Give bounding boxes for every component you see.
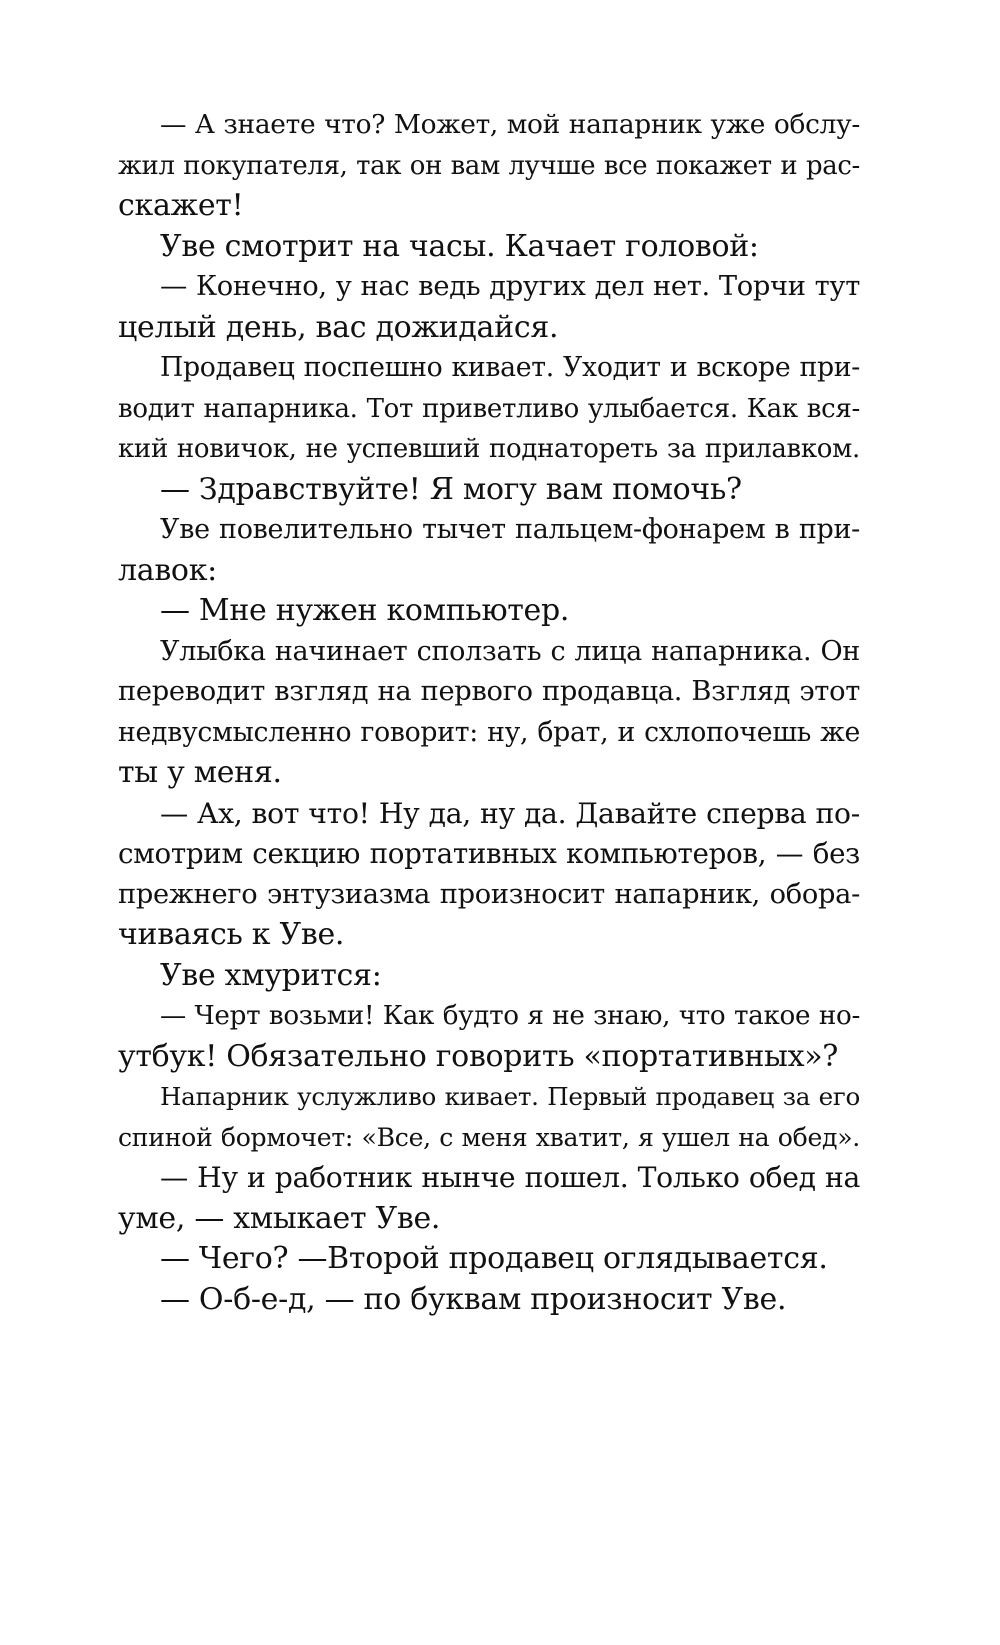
text-line: Уве хмурится: xyxy=(160,957,382,993)
text-line: водит напарника. Тот приветливо улыбается. Как вся- xyxy=(118,393,860,424)
text-line: чиваясь к Уве. xyxy=(118,917,345,952)
text-line: — Ну и работник нынче пошел. Только обед на xyxy=(160,1161,860,1194)
text-line: лавок: xyxy=(118,552,217,588)
text-line: Уве повелительно тычет пальцем-фонарем в при- xyxy=(160,514,860,545)
body-text xyxy=(118,105,860,1320)
text-line: переводит взгляд на первого продавца. Взгляд этот xyxy=(118,676,860,707)
text-line: скажет! xyxy=(118,188,244,223)
text-line: недвусмысленно говорит: ну, брат, и схлопочешь же xyxy=(118,716,860,748)
text-line: прежнего энтузиазма произносит напарник, обора- xyxy=(118,878,860,910)
text-line: Уве смотрит на часы. Качает головой: xyxy=(160,228,759,264)
text-line: утбук! Обязательно говорить «портативных»? xyxy=(118,1038,839,1074)
text-line: целый день, вас дожидайся. xyxy=(118,309,559,345)
text-line: — Мне нужен компьютер. xyxy=(160,593,570,628)
text-line: ты у меня. xyxy=(118,755,282,790)
text-line: Напарник услужливо кивает. Первый продавец за его xyxy=(160,1082,860,1111)
text-line: — О-б-е-д, — по буквам произносит Уве. xyxy=(160,1281,787,1317)
text-line: — Здравствуйте! Я могу вам помочь? xyxy=(160,471,742,507)
text-line: спиной бормочет: «Все, с меня хватит, я ушел на обед». xyxy=(118,1122,860,1152)
text-line: — Ах, вот что! Ну да, ну да. Давайте сперва по- xyxy=(160,796,860,830)
text-line: смотрим секцию портативных компьютеров, — без xyxy=(118,837,860,870)
text-line: кий новичок, не успевший поднатореть за прилавком. xyxy=(118,434,860,464)
text-line: жил покупателя, так он вам лучше все покажет и рас- xyxy=(118,150,860,181)
text-line: Улыбка начинает сползать с лица напарника. Он xyxy=(160,635,860,667)
text-line: — Чего? —Второй продавец оглядывается. xyxy=(160,1241,828,1276)
text-line: — Конечно, у нас ведь других дел нет. Торчи тут xyxy=(160,271,860,302)
text-line: — Черт возьми! Как будто я не знаю, что такое но- xyxy=(160,1001,860,1031)
text-line: уме, — хмыкает Уве. xyxy=(118,1200,441,1236)
text-line: Продавец поспешно кивает. Уходит и вскоре при- xyxy=(160,352,860,383)
text-line: — А знаете что? Может, мой напарник уже обслу- xyxy=(160,109,860,140)
